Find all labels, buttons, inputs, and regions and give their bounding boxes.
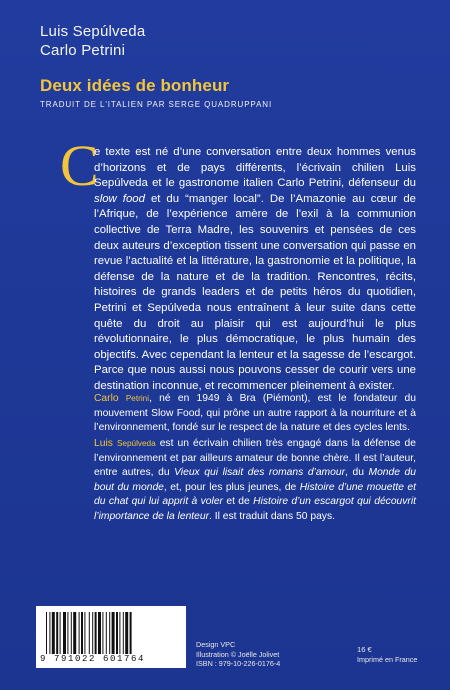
illustration-credit: Illustration © Joëlle Jolivet — [196, 649, 280, 659]
design-credit: Design VPC — [196, 640, 236, 649]
translator-credit: TRADUIT DE L'ITALIEN PAR SERGE QUADRUPPANI — [40, 100, 273, 109]
bio-petrini — [94, 392, 416, 436]
author-name: Luis Sepúlveda — [40, 23, 146, 40]
barcode-bar — [102, 612, 103, 654]
barcode-bar — [67, 612, 68, 654]
book-reference: Histoire d’une mouette et du chat qui lui apprit à voler — [94, 481, 416, 508]
bio-name-last: Petrini — [125, 394, 150, 403]
bio-text: , et, pour les plus jeunes, de — [163, 481, 300, 493]
author-name: Carlo Petrini — [40, 42, 126, 59]
barcode-bar — [79, 612, 80, 654]
barcode-bar — [63, 612, 66, 654]
barcode-digits: 9 791022 601764 — [40, 654, 146, 664]
blurb-text — [94, 145, 416, 395]
barcode-bar — [125, 612, 128, 654]
bio-sepulveda — [94, 437, 416, 525]
barcode-bar — [106, 612, 107, 654]
blurb-italic: slow food — [94, 192, 145, 205]
book-reference: Histoire d’un escargot qui découvrit l’importance de la lenteur — [94, 496, 416, 522]
bio-name-last: Sepúlveda — [116, 439, 156, 448]
barcode-bar — [81, 612, 83, 654]
barcode-bar — [46, 612, 47, 654]
barcode-bar — [119, 612, 120, 654]
printed-in: Imprimé en France — [357, 655, 418, 664]
bio-name-first: Carlo — [94, 393, 126, 404]
credits-block — [196, 640, 280, 669]
blurb-part: e texte est né d’une conversation entre deux hommes venus d’horizons et de pays différents, l’écrivain chilien Luis Sepúlveda et le gastronome italien Carlo Petrini, défenseur du — [94, 146, 416, 190]
barcode-bar — [92, 612, 93, 654]
barcode-bar — [56, 612, 58, 654]
barcode-bar — [112, 612, 115, 654]
book-title: Deux idées de bonheur — [40, 76, 230, 95]
barcode-bar — [123, 612, 124, 654]
drop-cap: C — [60, 133, 99, 198]
bio-text: , né en 1949 à Bra (Piémont), est le fondateur du mouvement Slow Food, qui prône un autre rapport à la nourriture et à l’environnement, fondé sur le respect de la nature et des cycles lents. — [94, 393, 416, 434]
book-reference: Monde du bout du monde — [94, 467, 417, 493]
barcode-bar — [73, 612, 76, 654]
barcode-bar — [95, 612, 97, 654]
barcode — [36, 606, 186, 668]
barcode-bars — [46, 612, 176, 654]
price-label: 16 € — [357, 645, 372, 654]
bio-text: est un écrivain chilien très engagé dans la défense de l’environnement et par ailleurs amateur de bonne chère. Il est l’auteur, entre autres, du — [94, 438, 416, 479]
barcode-bar — [116, 612, 118, 654]
isbn-text: ISBN : 979-10-226-0176-4 — [196, 659, 281, 669]
bio-text: , du — [345, 467, 369, 479]
barcode-bar — [71, 612, 72, 654]
barcode-bar — [60, 612, 61, 654]
barcode-bar — [49, 612, 50, 654]
barcode-bar — [52, 612, 55, 654]
barcode-bar — [130, 612, 132, 654]
book-reference: Vieux qui lisait des romans d’amour — [174, 467, 346, 479]
authors-block — [40, 22, 145, 60]
barcode-bar — [98, 612, 101, 654]
bio-text: . Il est traduit dans 50 pays. — [209, 510, 335, 522]
barcode-bar — [89, 612, 90, 654]
bio-name-first: Luis — [94, 438, 117, 449]
barcode-bar — [109, 612, 110, 654]
barcode-bar — [84, 612, 85, 654]
blurb-part: et du “manger local”. De l’Amazonie au cœur de l’Afrique, de l’expérience amère de l’exil à la communion collective de Terra Madre, les souvenirs et pensées de ces deux auteurs d’exception tissent une conversation qui passe en revue l’actualité et la littérature, la gastronomie et la politique, la défense de la nature et de la tradition. Rencontres, récits, histoires de grands leaders et de petits héros du quotidien, Petrini et Sepúlveda nous entraînent à leur suite dans cette quête du droit au plaisir qui est aujourd’hui le plus révolutionnaire, le plus démocratique, le plus humain des objectifs. Avec cependant la lenteur et la sagesse de l’escargot. Parce que nous aussi nous pouvons cesser de courir vers une destination inconnue, et recommencer pleinement à exister. — [94, 192, 417, 392]
bio-text: et de — [222, 496, 254, 508]
